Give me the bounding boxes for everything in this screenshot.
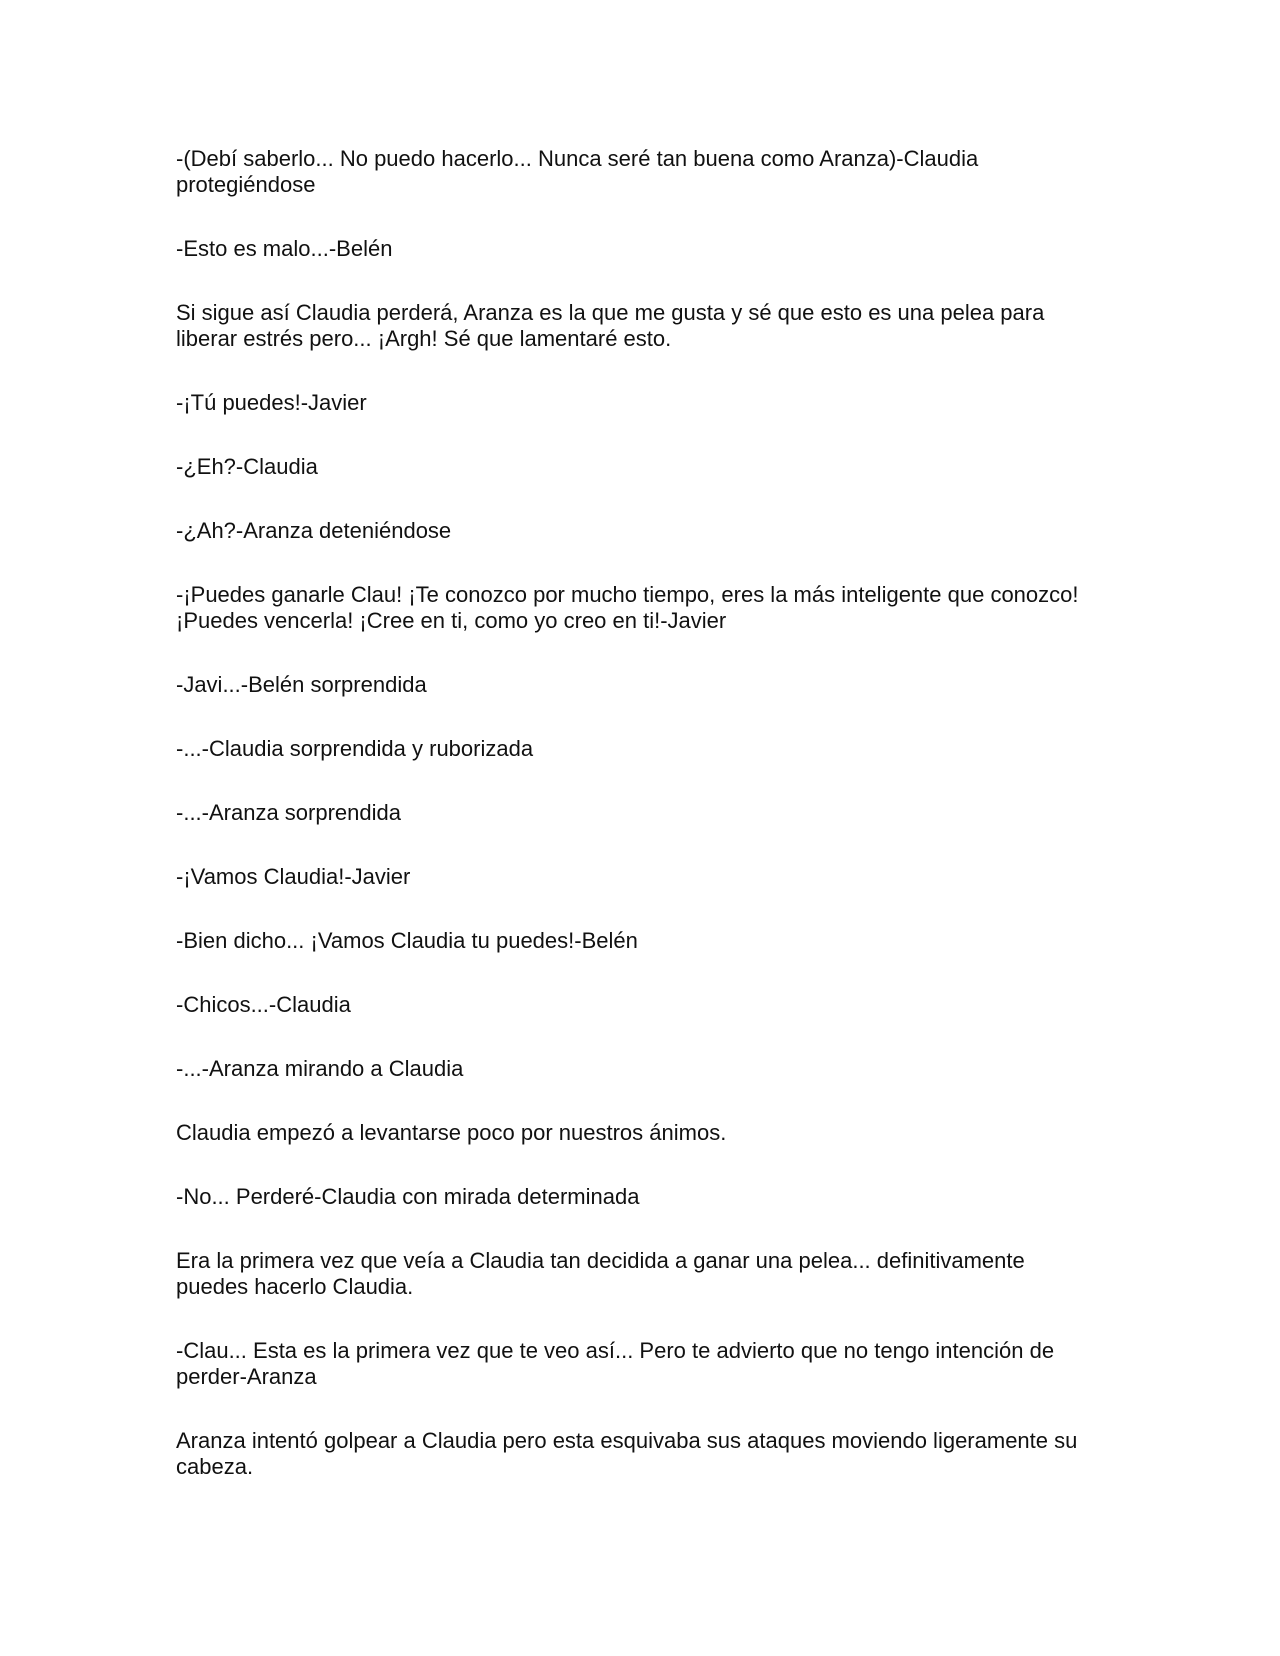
- document-body: [176, 146, 1096, 1518]
- paragraph: -No... Perderé-Claudia con mirada determinada: [176, 1184, 640, 1209]
- paragraph: Claudia empezó a levantarse poco por nuestros ánimos.: [176, 1120, 727, 1145]
- paragraph: Si sigue así Claudia perderá, Aranza es la que me gusta y sé que esto es una pelea para liberar estrés pero... ¡Argh! Sé que lamentaré esto.: [176, 300, 1045, 351]
- paragraph: -¡Vamos Claudia!-Javier: [176, 864, 411, 889]
- paragraph: Era la primera vez que veía a Claudia tan decidida a ganar una pelea... definitivamente puedes hacerlo Claudia.: [176, 1248, 1025, 1299]
- paragraph: -¿Ah?-Aranza deteniéndose: [176, 518, 452, 543]
- paragraph: Aranza intentó golpear a Claudia pero esta esquivaba sus ataques moviendo ligeramente su cabeza.: [176, 1428, 1078, 1479]
- paragraph: -...-Aranza sorprendida: [176, 800, 401, 825]
- paragraph: -Esto es malo...-Belén: [176, 236, 393, 261]
- paragraph: -(Debí saberlo... No puedo hacerlo... Nunca seré tan buena como Aranza)-Claudia protegiéndose: [176, 146, 979, 197]
- paragraph: -¡Tú puedes!-Javier: [176, 390, 367, 415]
- paragraph: -Bien dicho... ¡Vamos Claudia tu puedes!-Belén: [176, 928, 638, 953]
- paragraph: -...-Aranza mirando a Claudia: [176, 1056, 464, 1081]
- paragraph: -Javi...-Belén sorprendida: [176, 672, 427, 697]
- paragraph: -¿Eh?-Claudia: [176, 454, 318, 479]
- paragraph: -...-Claudia sorprendida y ruborizada: [176, 736, 534, 761]
- paragraph: -Chicos...-Claudia: [176, 992, 351, 1017]
- paragraph: -Clau... Esta es la primera vez que te veo así... Pero te advierto que no tengo intención de perder-Aranza: [176, 1338, 1055, 1389]
- paragraph: -¡Puedes ganarle Clau! ¡Te conozco por mucho tiempo, eres la más inteligente que conozco! ¡Puedes vencerla! ¡Cree en ti, como yo creo en ti!-Javier: [176, 582, 1079, 633]
